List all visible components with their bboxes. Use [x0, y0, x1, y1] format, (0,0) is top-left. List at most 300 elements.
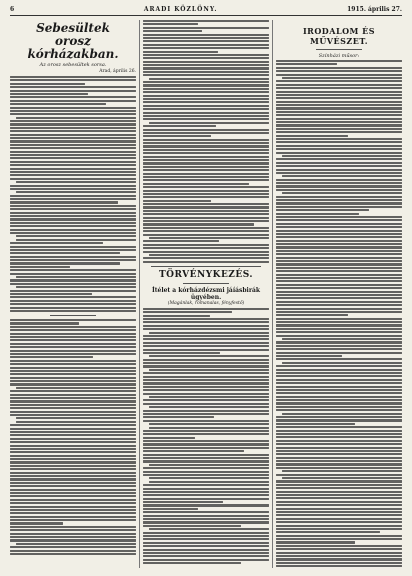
text-line	[10, 482, 136, 484]
text-line	[143, 44, 269, 46]
text-line	[276, 301, 402, 303]
text-line	[276, 321, 402, 323]
text-line	[143, 460, 269, 462]
article-text	[143, 20, 269, 263]
masthead	[10, 4, 402, 14]
text-line	[276, 124, 402, 126]
text-line	[143, 359, 269, 361]
text-line	[143, 349, 269, 351]
text-line	[276, 406, 402, 408]
text-line	[276, 304, 402, 306]
text-line	[149, 528, 269, 530]
text-line	[10, 414, 136, 416]
text-line	[276, 375, 402, 377]
text-line	[143, 54, 269, 56]
text-line	[276, 223, 402, 225]
text-line	[276, 263, 402, 265]
text-line	[10, 431, 136, 433]
text-line	[10, 346, 136, 348]
text-line	[16, 387, 136, 389]
text-line	[10, 492, 136, 494]
text-line	[16, 191, 136, 193]
text-line	[10, 461, 136, 463]
text-line	[276, 101, 402, 103]
text-line	[143, 71, 269, 73]
text-line	[143, 379, 269, 381]
text-line	[276, 416, 402, 418]
text-line	[143, 525, 241, 527]
text-line	[276, 87, 402, 89]
text-line	[10, 171, 136, 173]
text-line	[10, 390, 136, 392]
text-line	[276, 169, 402, 171]
text-line	[276, 114, 402, 116]
text-line	[143, 40, 269, 42]
text-line	[10, 506, 136, 508]
text-line	[143, 488, 269, 490]
text-line	[276, 379, 402, 381]
text-line	[143, 213, 269, 215]
text-line	[143, 51, 218, 53]
text-line	[143, 352, 220, 354]
headline-line-2: orosz kórházakban.	[27, 34, 119, 61]
text-line	[143, 139, 269, 141]
text-line	[143, 149, 269, 151]
text-line	[276, 535, 402, 537]
text-line	[143, 251, 269, 253]
text-line	[282, 192, 402, 194]
text-line	[143, 345, 269, 347]
article-text	[276, 60, 402, 567]
text-line	[143, 27, 269, 29]
text-line	[10, 465, 136, 467]
text-line	[276, 236, 402, 238]
text-line	[143, 98, 269, 100]
text-line	[10, 363, 136, 365]
text-line	[143, 223, 254, 225]
text-line	[143, 88, 269, 90]
text-line	[10, 256, 136, 258]
text-line	[143, 234, 269, 236]
text-line	[276, 324, 402, 326]
text-line	[10, 307, 136, 309]
text-line	[10, 215, 136, 217]
column-1	[10, 20, 136, 570]
text-line	[143, 504, 269, 506]
text-line	[276, 104, 402, 106]
text-line	[143, 491, 269, 493]
text-line	[10, 373, 136, 375]
text-line	[10, 259, 136, 261]
text-line	[276, 504, 402, 506]
text-line	[276, 562, 402, 564]
text-line	[10, 519, 136, 521]
text-line	[143, 372, 269, 374]
text-line	[276, 311, 402, 313]
text-line	[10, 120, 136, 122]
text-line	[276, 226, 402, 228]
text-line	[10, 113, 136, 115]
text-line	[143, 437, 195, 439]
text-line	[276, 202, 402, 204]
text-line	[10, 246, 136, 248]
text-line	[16, 181, 136, 183]
text-line	[276, 436, 402, 438]
text-line	[10, 343, 136, 345]
text-line	[10, 83, 85, 85]
text-line	[10, 273, 136, 275]
text-line	[276, 267, 402, 269]
text-line	[276, 491, 402, 493]
text-line	[276, 196, 402, 198]
text-line	[16, 543, 136, 545]
text-line	[10, 208, 136, 210]
text-line	[143, 108, 269, 110]
column-2	[143, 20, 269, 570]
text-line	[143, 247, 269, 249]
text-line	[143, 159, 269, 161]
text-line	[276, 145, 402, 147]
text-line	[149, 396, 269, 398]
text-line	[10, 360, 136, 362]
text-line	[276, 433, 402, 435]
text-line	[149, 427, 269, 429]
text-line	[143, 467, 269, 469]
text-line	[276, 396, 402, 398]
text-line	[276, 443, 402, 445]
text-line	[276, 280, 402, 282]
text-line	[276, 423, 355, 425]
text-line	[276, 358, 402, 360]
text-line	[143, 47, 269, 49]
text-line	[143, 34, 269, 36]
text-line	[143, 484, 269, 486]
text-line	[143, 328, 269, 330]
text-line	[10, 151, 136, 153]
text-line	[10, 249, 136, 251]
text-line	[276, 277, 402, 279]
text-line	[10, 485, 136, 487]
text-line	[10, 428, 136, 430]
text-line	[149, 237, 269, 239]
text-line	[276, 141, 402, 143]
text-line	[10, 509, 136, 511]
text-line	[10, 512, 136, 514]
section-title: TÖRVÉNYKEZÉS.	[158, 269, 254, 280]
text-line	[143, 203, 269, 205]
text-line	[276, 294, 402, 296]
text-line	[149, 254, 269, 256]
text-line	[276, 426, 402, 428]
text-line	[10, 546, 136, 548]
sub-title: Színházi műsor:	[318, 53, 360, 59]
text-line	[276, 511, 402, 513]
text-line	[10, 303, 136, 305]
text-line	[10, 319, 136, 321]
text-line	[10, 218, 136, 220]
text-line	[143, 542, 269, 544]
text-line	[149, 406, 269, 408]
text-line	[143, 399, 269, 401]
text-line	[143, 186, 269, 188]
text-line	[276, 331, 402, 333]
text-line	[276, 318, 402, 320]
text-line	[10, 489, 136, 491]
text-line	[143, 311, 232, 313]
text-line	[276, 450, 402, 452]
text-line	[10, 266, 70, 268]
text-line	[10, 242, 103, 244]
text-line	[276, 243, 402, 245]
text-line	[276, 270, 402, 272]
text-line	[10, 79, 136, 81]
text-line	[10, 137, 136, 139]
text-line	[10, 522, 63, 524]
text-line	[10, 168, 136, 170]
text-line	[143, 196, 269, 198]
text-line	[10, 283, 136, 285]
text-line	[143, 376, 269, 378]
text-line	[10, 526, 136, 528]
headline-line-1: Sebesültek	[36, 21, 110, 35]
text-line	[143, 308, 269, 310]
text-line	[276, 138, 402, 140]
text-line	[10, 229, 136, 231]
text-line	[143, 64, 269, 66]
text-line	[143, 555, 269, 557]
text-line	[143, 115, 269, 117]
text-line	[276, 131, 402, 133]
text-line	[10, 533, 136, 535]
text-line	[276, 528, 402, 530]
text-line	[143, 518, 269, 520]
text-line	[10, 212, 136, 214]
text-line	[143, 325, 269, 327]
text-line	[10, 225, 136, 227]
text-line	[143, 447, 269, 449]
text-line	[10, 536, 136, 538]
text-line	[149, 332, 269, 334]
text-line	[143, 81, 269, 83]
text-line	[10, 397, 136, 399]
text-line	[276, 402, 402, 404]
text-line	[10, 205, 136, 207]
text-line	[10, 458, 136, 460]
masthead-rule	[10, 15, 402, 16]
text-line	[143, 335, 269, 337]
text-line	[10, 185, 136, 187]
text-line	[10, 123, 136, 125]
text-line	[10, 441, 136, 443]
column-divider	[272, 20, 273, 568]
byline: Arad, április 26.	[99, 69, 136, 74]
text-line	[276, 399, 402, 401]
text-line	[10, 293, 92, 295]
text-line	[10, 356, 93, 358]
text-line	[10, 434, 136, 436]
text-line	[10, 130, 136, 132]
text-line	[276, 487, 402, 489]
text-line	[10, 350, 136, 352]
text-line	[143, 508, 198, 510]
text-line	[10, 394, 136, 396]
text-line	[149, 481, 269, 483]
text-line	[276, 107, 402, 109]
text-line	[143, 142, 269, 144]
text-line	[276, 514, 402, 516]
text-line	[10, 455, 136, 457]
text-line	[276, 284, 402, 286]
text-line	[276, 189, 402, 191]
text-line	[143, 342, 269, 344]
text-line	[143, 101, 269, 103]
text-line	[10, 329, 136, 331]
text-line	[10, 353, 136, 355]
text-line	[10, 377, 136, 379]
text-line	[10, 499, 136, 501]
text-line	[10, 333, 136, 335]
text-line	[149, 78, 269, 80]
text-line	[10, 262, 120, 264]
divider	[50, 315, 96, 316]
text-line	[10, 411, 136, 413]
text-line	[143, 365, 269, 367]
text-line	[16, 276, 136, 278]
text-line	[10, 448, 136, 450]
text-line	[143, 433, 269, 435]
text-line	[276, 372, 402, 374]
text-line	[276, 165, 402, 167]
text-line	[143, 532, 269, 534]
text-line	[276, 558, 402, 560]
text-line	[10, 451, 136, 453]
text-line	[143, 200, 211, 202]
text-line	[149, 122, 269, 124]
text-line	[143, 190, 269, 192]
text-line	[276, 419, 402, 421]
text-line	[276, 314, 348, 316]
text-line	[276, 257, 402, 259]
text-line	[276, 60, 402, 62]
text-line	[10, 164, 136, 166]
text-line	[143, 118, 269, 120]
text-line	[143, 474, 269, 476]
text-line	[276, 233, 402, 235]
text-line	[10, 529, 136, 531]
text-line	[276, 541, 355, 543]
text-line	[276, 206, 402, 208]
text-line	[16, 117, 136, 119]
headline	[10, 22, 136, 61]
text-line	[143, 430, 269, 432]
text-line	[276, 382, 402, 384]
article-text	[10, 76, 136, 312]
text-line	[10, 201, 118, 203]
article-text	[10, 319, 136, 555]
text-line	[276, 67, 402, 69]
text-line	[276, 216, 402, 218]
text-line	[276, 250, 402, 252]
text-line	[10, 438, 136, 440]
text-line	[276, 525, 402, 527]
text-line	[276, 508, 402, 510]
text-line	[143, 145, 269, 147]
text-line	[282, 338, 402, 340]
text-line	[143, 162, 269, 164]
text-line	[276, 118, 402, 120]
text-line	[276, 121, 402, 123]
text-line	[10, 495, 136, 497]
text-line	[10, 445, 136, 447]
text-line	[276, 440, 402, 442]
text-line	[276, 531, 380, 533]
text-line	[276, 111, 402, 113]
text-line	[16, 235, 136, 237]
text-line	[10, 326, 136, 328]
text-line	[276, 128, 402, 130]
text-line	[276, 182, 402, 184]
text-line	[10, 296, 136, 298]
text-line	[143, 74, 269, 76]
text-line	[143, 545, 269, 547]
text-line	[282, 77, 402, 79]
text-line	[143, 454, 269, 456]
text-line	[282, 362, 402, 364]
text-line	[276, 274, 402, 276]
divider	[316, 49, 362, 50]
text-line	[143, 152, 269, 154]
text-line	[143, 538, 269, 540]
text-line	[16, 286, 136, 288]
text-line	[10, 336, 136, 338]
text-line	[276, 158, 402, 160]
text-line	[143, 125, 216, 127]
text-line	[10, 96, 136, 98]
text-line	[282, 470, 402, 472]
article-subtitle: (Magánlak, romanalas, fényfestő)	[167, 300, 245, 306]
text-line	[149, 355, 269, 357]
text-line	[276, 365, 402, 367]
text-line	[10, 140, 136, 142]
text-line	[10, 90, 136, 92]
text-line	[10, 107, 136, 109]
text-line	[276, 179, 402, 181]
text-line	[10, 310, 136, 312]
text-line	[143, 440, 269, 442]
text-line	[276, 467, 402, 469]
text-line	[276, 80, 402, 82]
text-line	[276, 260, 402, 262]
text-line	[276, 287, 402, 289]
newspaper-title: ARADI KÖZLÖNY.	[143, 5, 218, 13]
text-line	[143, 261, 269, 263]
text-line	[276, 94, 402, 96]
text-line	[143, 393, 269, 395]
subline: Az orosz sebesültek sorsa.	[39, 62, 107, 68]
text-line	[276, 219, 402, 221]
text-line	[276, 63, 337, 65]
text-line	[143, 457, 269, 459]
issue-date: 1915. április 27.	[347, 5, 402, 13]
text-line	[10, 127, 136, 129]
text-line	[10, 516, 136, 518]
text-line	[143, 515, 269, 517]
text-line	[276, 386, 402, 388]
text-line	[143, 386, 269, 388]
text-line	[10, 269, 136, 271]
text-line	[10, 154, 136, 156]
text-line	[10, 134, 136, 136]
